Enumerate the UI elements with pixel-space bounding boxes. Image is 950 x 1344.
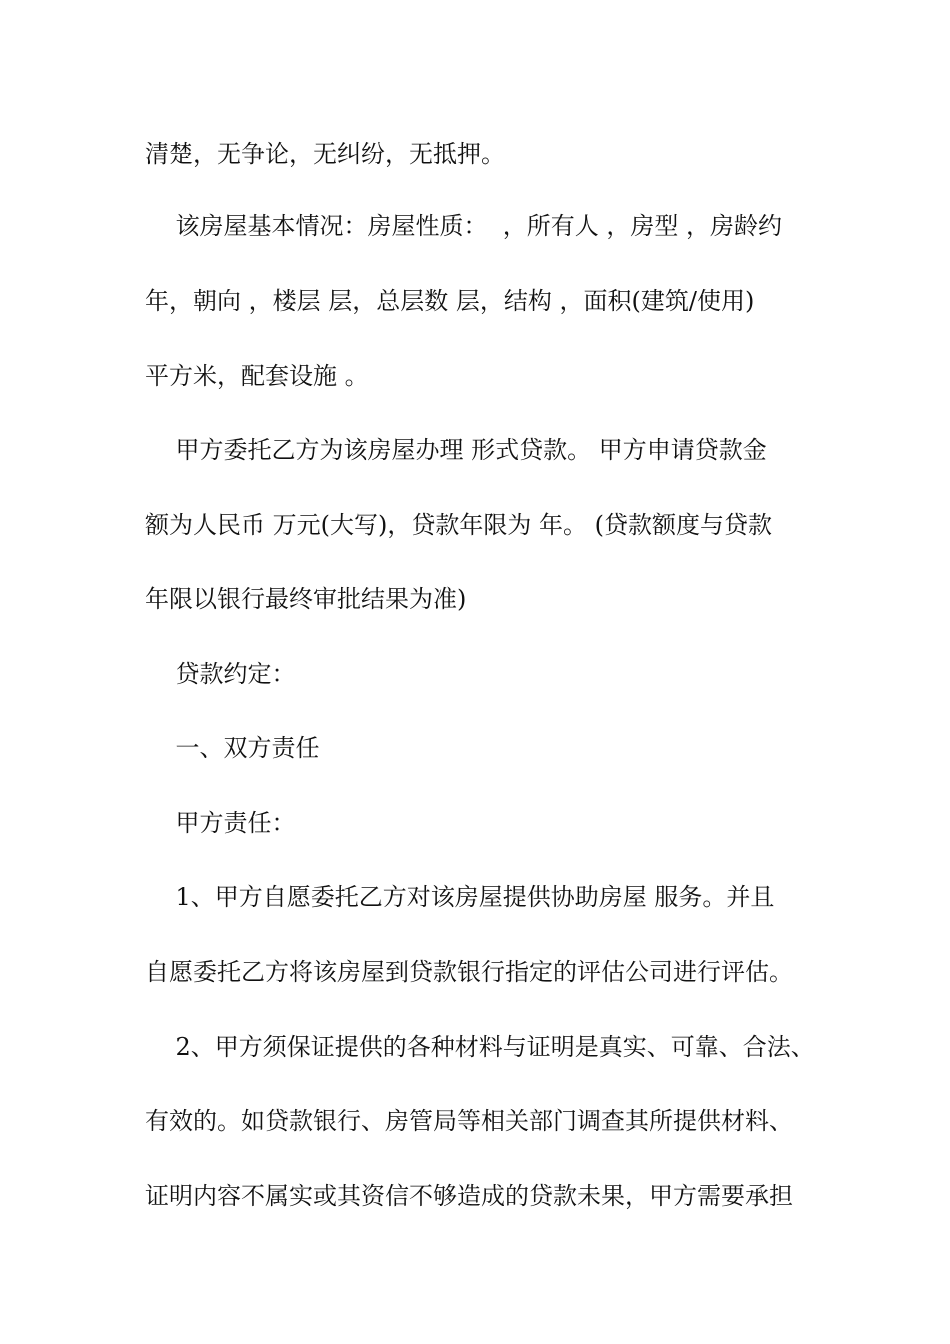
paragraph-line: 2、甲方须保证提供的各种材料与证明是真实、可靠、合法、 <box>145 1033 815 1061</box>
paragraph-line: 该房屋基本情况：房屋性质： ，所有人 ，房型 ，房龄约 <box>145 212 783 240</box>
paragraph-line: 清楚，无争论，无纠纷，无抵押。 <box>145 140 505 168</box>
section-label: 贷款约定： <box>145 660 296 688</box>
paragraph-line: 证明内容不属实或其资信不够造成的贷款未果，甲方需要承担 <box>145 1182 793 1210</box>
paragraph-line: 平方米，配套设施 。 <box>145 362 369 390</box>
subsection-label: 甲方责任： <box>145 809 296 837</box>
paragraph-line: 有效的。如贷款银行、房管局等相关部门调查其所提供材料、 <box>145 1107 793 1135</box>
paragraph-line: 甲方委托乙方为该房屋办理 形式贷款。 甲方申请贷款金 <box>145 436 767 464</box>
paragraph-line: 年限以银行最终审批结果为准) <box>145 585 467 613</box>
paragraph-line: 年，朝向 ，楼层 层，总层数 层，结构 ，面积(建筑/使用) <box>145 287 755 315</box>
paragraph-line: 额为人民币 万元(大写)，贷款年限为 年。 (贷款额度与贷款 <box>145 511 772 539</box>
paragraph-line: 自愿委托乙方将该房屋到贷款银行指定的评估公司进行评估。 <box>145 958 793 986</box>
section-heading: 一、双方责任 <box>145 734 320 762</box>
paragraph-line: 1、甲方自愿委托乙方对该房屋提供协助房屋 服务。并且 <box>145 883 775 911</box>
